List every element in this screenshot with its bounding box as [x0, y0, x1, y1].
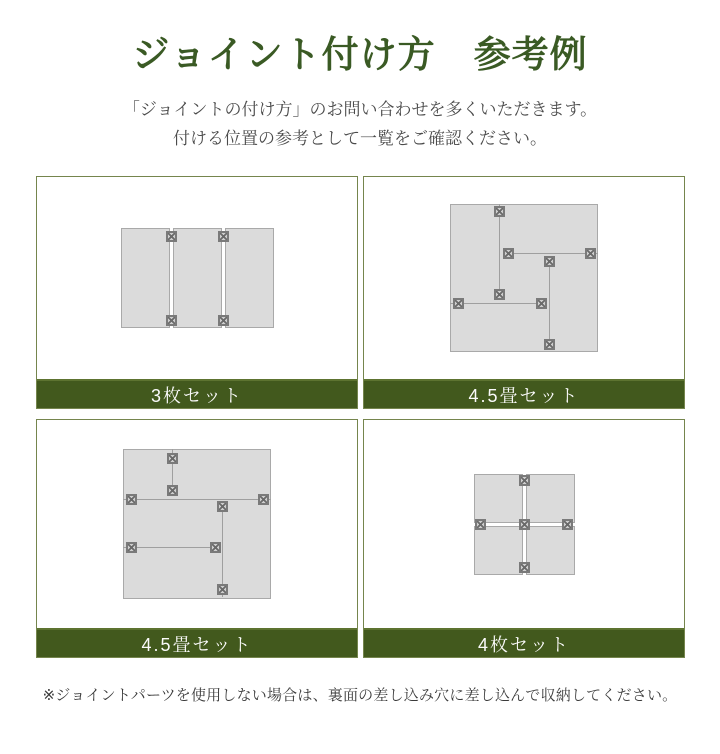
joint-marker-icon	[166, 231, 177, 242]
panel-label-bar	[37, 379, 357, 408]
panel-four-piece-set	[363, 419, 685, 658]
joint-marker-icon	[126, 494, 137, 505]
layout-diagram-three-piece	[121, 228, 274, 328]
tatami-mat	[450, 204, 598, 352]
panel-label: 3枚セット	[150, 385, 243, 406]
joint-marker-icon	[544, 256, 555, 267]
tatami-mat	[526, 474, 575, 523]
joint-marker-icon	[519, 475, 530, 486]
header	[0, 34, 720, 151]
joint-marker-icon	[210, 542, 221, 553]
tatami-mat	[474, 526, 523, 575]
page	[0, 34, 720, 754]
joint-marker-icon	[536, 298, 547, 309]
tatami-mat	[173, 228, 222, 328]
panel-label-bar	[364, 628, 684, 657]
panel-label: 4.5畳セット	[141, 634, 253, 655]
joint-marker-icon	[562, 519, 573, 530]
joint-marker-icon	[166, 315, 177, 326]
diagram-area	[364, 420, 684, 628]
joint-marker-icon	[453, 298, 464, 309]
subtitle-line-2: 付ける位置の参考として一覧をご確認ください。	[173, 129, 547, 148]
panel-label: 4.5畳セット	[468, 385, 580, 406]
panel-three-piece-set	[36, 176, 358, 409]
panel-label-bar	[37, 628, 357, 657]
seam-line	[123, 547, 215, 548]
seam-line	[499, 204, 500, 294]
joint-marker-icon	[494, 206, 505, 217]
joint-marker-icon	[218, 315, 229, 326]
seam-line	[450, 303, 541, 304]
panel-label-bar	[364, 379, 684, 408]
layout-diagram-four-piece	[474, 474, 575, 575]
joint-marker-icon	[519, 519, 530, 530]
joint-marker-icon	[126, 542, 137, 553]
joint-marker-icon	[167, 453, 178, 464]
layout-diagram-four-half-b	[123, 449, 271, 599]
tatami-mat	[121, 228, 170, 328]
joint-marker-icon	[475, 519, 486, 530]
panel-four-half-tatami-set-b	[36, 419, 358, 658]
subtitle-line-1: 「ジョイントの付け方」のお問い合わせを多くいただきます。	[122, 100, 598, 119]
diagram-area	[37, 177, 357, 379]
panel-label: 4枚セット	[477, 634, 570, 655]
footnote: ※ジョイントパーツを使用しない場合は、裏面の差し込み穴に差し込んで収納してください。	[42, 687, 678, 704]
joint-marker-icon	[503, 248, 514, 259]
tatami-mat	[225, 228, 274, 328]
diagram-area	[37, 420, 357, 628]
tatami-mat	[123, 449, 271, 599]
seam-line	[549, 261, 550, 349]
page-title: ジョイント付け方 参考例	[132, 35, 588, 76]
layout-diagram-four-half-a	[450, 204, 598, 352]
example-grid	[36, 176, 685, 658]
joint-marker-icon	[217, 584, 228, 595]
joint-marker-icon	[167, 485, 178, 496]
joint-marker-icon	[544, 339, 555, 350]
panel-four-half-tatami-set-a	[363, 176, 685, 409]
tatami-mat	[474, 474, 523, 523]
seam-line	[123, 499, 271, 500]
joint-marker-icon	[519, 562, 530, 573]
diagram-area	[364, 177, 684, 379]
joint-marker-icon	[218, 231, 229, 242]
joint-marker-icon	[585, 248, 596, 259]
joint-marker-icon	[217, 501, 228, 512]
joint-marker-icon	[258, 494, 269, 505]
joint-marker-icon	[494, 289, 505, 300]
tatami-mat	[526, 526, 575, 575]
